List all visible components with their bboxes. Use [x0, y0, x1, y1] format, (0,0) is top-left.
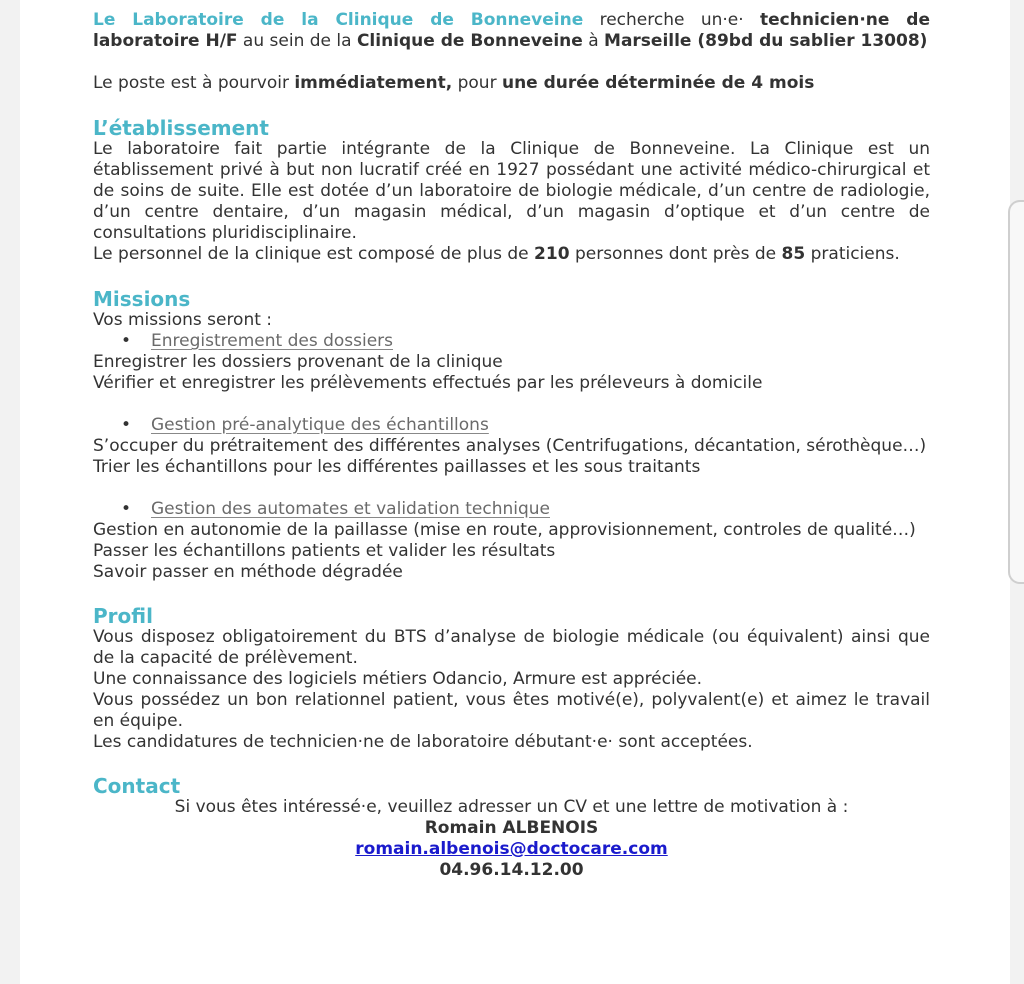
mission-group-title [93, 415, 930, 436]
mission-title-text: Gestion pré-analytique des échantillons [151, 415, 489, 435]
contact-intro: Si vous êtes intéressé·e, veuillez adresser un CV et une lettre de motivation à : [174, 797, 849, 817]
contact-phone: 04.96.14.12.00 [439, 860, 584, 880]
start-date: immédiatement, [294, 73, 453, 93]
section-heading-contact: Contact [93, 774, 181, 798]
profil-line: Vous disposez obligatoirement du BTS d’analyse de biologie médicale (ou équivalent) ainsi que de la capacité de prélèvement. [93, 627, 930, 668]
job-title: technicien·ne de laboratoire H/F [93, 10, 930, 51]
missions-intro: Vos missions seront : [93, 310, 273, 330]
availability-paragraph [93, 73, 930, 94]
availability-text: pour [452, 73, 502, 93]
contact-email-row [93, 839, 930, 860]
etablissement-description: Le laboratoire fait partie intégrante de la Clinique de Bonneveine. La Clinique est un établissement privé à but non lucratif créé en 1927 possédant une activité médico-chirurgical et de soins de suite. Elle est dotée d’un laboratoire de biologie médicale, d’un centre de radiologie, d’un centre dentaire, d’un magasin médical, d’un magasin d’optique et d’un centre de consultations pluridisciplinaire. [93, 139, 930, 243]
bullet-icon: • [121, 499, 132, 519]
mission-line: Gestion en autonomie de la paillasse (mise en route, approvisionnement, controles de qualité…) [93, 520, 916, 540]
mission-line: Trier les échantillons pour les différentes paillasses et les sous traitants [93, 457, 701, 477]
location: Marseille (89bd du sablier 13008) [604, 31, 928, 51]
bullet-icon: • [121, 415, 132, 435]
profil-line: Vous possédez un bon relationnel patient, vous êtes motivé(e), polyvalent(e) et aimez le travail en équipe. [93, 690, 930, 731]
staff-text: Le personnel de la clinique est composé de plus de [93, 244, 535, 264]
contact-name: Romain ALBENOIS [424, 818, 599, 838]
mission-title-text: Enregistrement des dossiers [151, 331, 394, 351]
contact-email-link[interactable]: romain.albenois@doctocare.com [355, 839, 668, 859]
bullet-icon: • [121, 331, 132, 351]
mission-line: Vérifier et enregistrer les prélèvements effectués par les préleveurs à domicile [93, 373, 763, 393]
section-heading-etablissement: L’établissement [93, 116, 269, 140]
availability-text: Le poste est à pourvoir [93, 73, 295, 93]
profil-line: Les candidatures de technicien·ne de laboratoire débutant·e· sont acceptées. [93, 732, 753, 752]
practitioner-count: 85 [781, 244, 806, 264]
document-page [20, 0, 1010, 984]
staff-paragraph [93, 244, 930, 265]
intro-text: recherche un·e· [583, 10, 761, 30]
intro-text: à [582, 31, 605, 51]
staff-text: personnes dont près de [569, 244, 782, 264]
staff-count: 210 [534, 244, 570, 264]
intro-paragraph [93, 10, 930, 52]
profil-line: Une connaissance des logiciels métiers Odancio, Armure est appréciée. [93, 669, 703, 689]
mission-group-title [93, 331, 930, 352]
intro-text: au sein de la [237, 31, 357, 51]
mission-line: Savoir passer en méthode dégradée [93, 562, 403, 582]
mission-title-text: Gestion des automates et validation technique [151, 499, 550, 519]
job-posting [93, 10, 930, 881]
section-heading-profil: Profil [93, 604, 153, 628]
mission-line: Passer les échantillons patients et valider les résultats [93, 541, 556, 561]
mission-line: S’occuper du prétraitement des différentes analyses (Centrifugations, décantation, sérothèque…) [93, 436, 927, 456]
lab-name: Le Laboratoire de la Clinique de Bonneveine [93, 10, 584, 30]
mission-group-title [93, 499, 930, 520]
contract-duration: une durée déterminée de 4 mois [501, 73, 815, 93]
section-heading-missions: Missions [93, 287, 191, 311]
clinic-name: Clinique de Bonneveine [356, 31, 583, 51]
staff-text: praticiens. [805, 244, 900, 264]
mission-line: Enregistrer les dossiers provenant de la clinique [93, 352, 503, 372]
side-scroll-handle[interactable] [1008, 200, 1024, 584]
